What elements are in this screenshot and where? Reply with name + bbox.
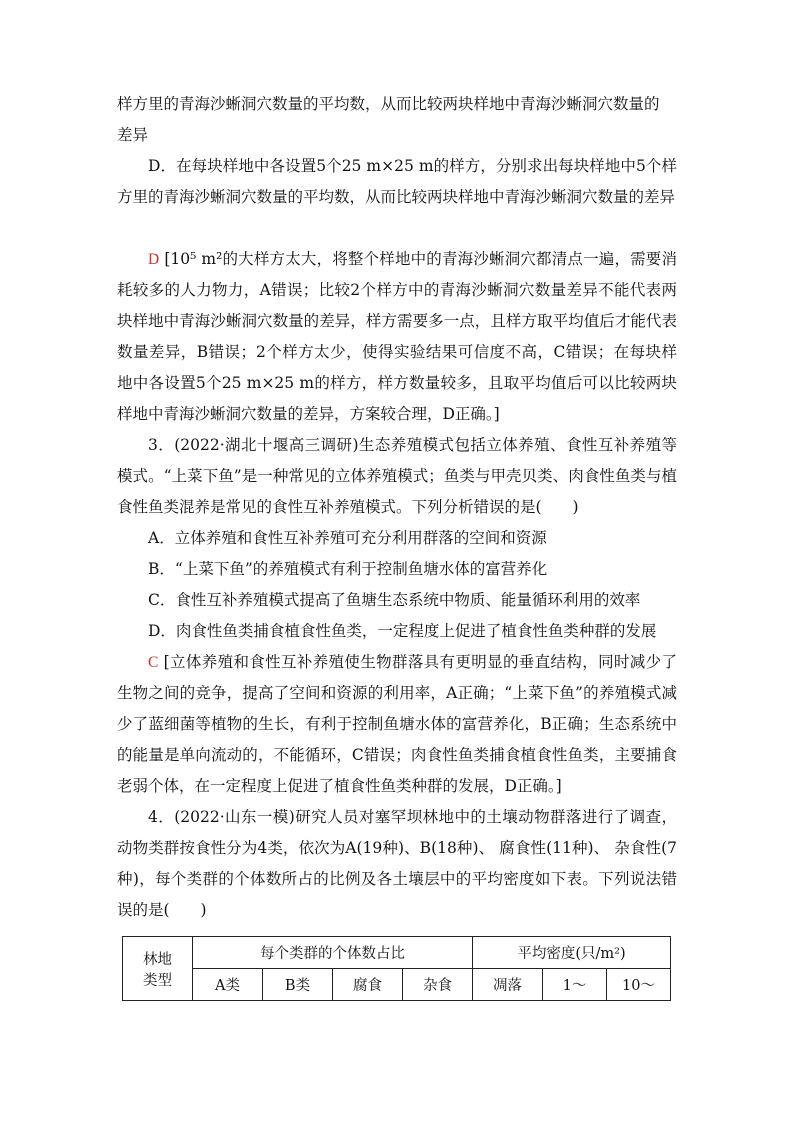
q3-stem: 3．(2022·湖北十堰高三调研)生态养殖模式包括立体养殖、食性互补养殖等模式。“上菜下鱼”是一种常见的立体养殖模式；鱼类与甲壳贝类、肉食性鱼类与植食性鱼类混养是常见的食性互补养殖模式。下列分析错误的是( ) [117,436,677,516]
answer-explanation: [立体养殖和食性互补养殖使生物群落具有更明显的垂直结构，同时减少了生物之间的竞争，提高了空间和资源的利用率，A正确；“上菜下鱼”的养殖模式减少了蓝细菌等植物的生长，有利于控制鱼塘水体的富营养化，B正确；生态系统中的能量是单向流动的，不能循环，C错误；肉食性鱼类捕食植食性鱼类，主要捕食老弱个体，在一定程度上促进了植食性鱼类种群的发展，D正确。] [117,653,677,795]
header-line: 林地 [143,951,172,968]
table-cell: 腐食 [333,969,403,1001]
q2-option-d: D．在每块样地中各设置5个25 m×25 m的样方，分别求出每块样地中5个样方里的青海沙蜥洞穴数量的平均数，从而比较两块样地中青海沙蜥洞穴数量的差异 [117,157,677,206]
header-line: 类型 [143,972,172,989]
table-header-density: 平均密度(只/m²) [473,937,671,969]
answer-letter: C [148,654,159,671]
table-cell: 杂食 [403,969,473,1001]
q3-answer [117,647,677,802]
table-cell: 凋落 [473,969,543,1001]
q3-option-b: B．“上菜下鱼”的养殖模式有利于控制鱼塘水体的富营养化 [148,560,548,578]
q2-option-c-tail [117,89,677,151]
answer-letter: D [148,251,160,268]
table-cell: 1～ [543,969,607,1001]
table-header-row [123,937,671,969]
q3-option-d: D．肉食性鱼类捕食植食性鱼类，一定程度上促进了植食性鱼类种群的发展 [148,622,657,640]
table-cell: A类 [193,969,263,1001]
table-cell: 10～ [607,969,671,1001]
soil-animal-table [122,936,671,1001]
text-line: 差异 [117,126,149,144]
text-line: 样方里的青海沙蜥洞穴数量的平均数，从而比较两块样地中青海沙蜥洞穴数量的 [117,95,660,113]
q2-answer [117,244,677,430]
table-header-forest-type [123,937,193,1001]
q4-stem: 4．(2022·山东一模)研究人员对塞罕坝林地中的土壤动物群落进行了调查，动物类群按食性分为4类，依次为A(19种)、B(18种)、 腐食性(11种)、 杂食性(7种)，每个类群的个体数所占的比例及各土壤层中的平均密度如下表。下列说法错误的是( ) [117,808,677,919]
table-header-ratio: 每个类群的个体数占比 [193,937,473,969]
table-subheader-row [123,969,671,1001]
q3-option-c: C．食性互补养殖模式提高了鱼塘生态系统中物质、能量循环利用的效率 [148,591,641,609]
q3-option-a: A．立体养殖和食性互补养殖可充分利用群落的空间和资源 [148,529,547,547]
answer-explanation: [10⁵ m²的大样方太大，将整个样地中的青海沙蜥洞穴都清点一遍，需要消耗较多的人力物力，A错误；比较2个样方中的青海沙蜥洞穴数量差异不能代表两块样地中青海沙蜥洞穴数量的差异，样方需要多一点，且样方取平均值后才能代表数量差异，B错误；2个样方太少，使得实验结果可信度不高，C错误；在每块样地中各设置5个25 m×25 m的样方，样方数量较多，且取平均值后可以比较两块样地中青海沙蜥洞穴数量的差异，方案较合理，D正确。] [117,250,677,423]
table-cell: B类 [263,969,333,1001]
